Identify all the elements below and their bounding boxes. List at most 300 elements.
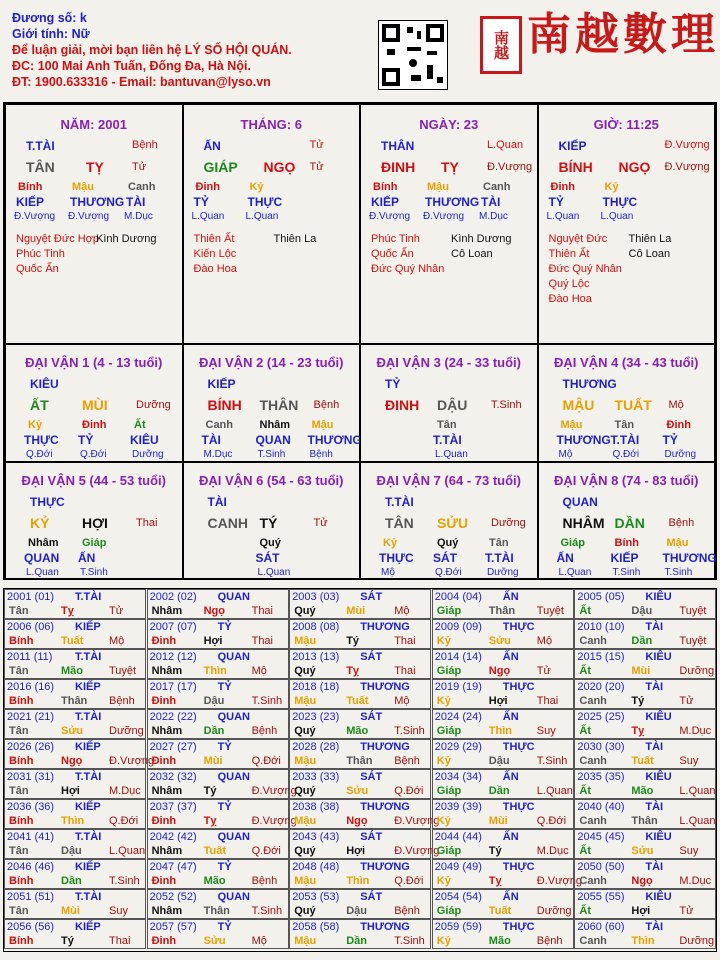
year-than: THỰC — [502, 621, 535, 633]
dai-van-than: KIẾP — [207, 377, 236, 391]
pillar-can: TÂN — [26, 159, 55, 175]
year-than: KIẾP — [75, 621, 101, 633]
dai-van-title: ĐẠI VẬN 6 (54 - 63 tuổi) — [199, 473, 344, 488]
year-label: 2053 (53) — [292, 891, 340, 903]
hidden-than: TÀI — [126, 195, 146, 209]
dai-van-sinh: Thai — [136, 517, 158, 529]
dv-hidden-vong: Q.Đới — [80, 449, 107, 460]
year-cell — [147, 919, 289, 949]
year-than: QUAN — [217, 891, 250, 903]
year-than: THỰC — [502, 681, 535, 693]
year-than: THỰC — [502, 921, 535, 933]
year-label: 2057 (57) — [149, 921, 197, 933]
dv-hidden-than: THƯƠNG — [307, 433, 362, 447]
year-than: SÁT — [360, 891, 383, 903]
contact-line-2: ĐC: 100 Mai Anh Tuấn, Đống Đa, Hà Nội. — [12, 59, 251, 73]
year-cell — [4, 679, 146, 709]
dv-hidden-vong: Dưỡng — [487, 567, 519, 578]
year-can: Tân — [9, 785, 29, 797]
dv-hidden-than: THƯƠNG — [556, 433, 611, 447]
year-cell — [147, 799, 297, 829]
year-cell — [4, 589, 146, 619]
year-chi: Dậu — [61, 845, 82, 857]
year-cell — [289, 859, 431, 889]
year-than: TÀI — [645, 681, 664, 693]
year-than: TÀI — [645, 801, 664, 813]
year-vong: Q.Đới — [251, 845, 281, 857]
than-sat: Quốc Ấn — [371, 248, 414, 260]
year-cell — [574, 649, 716, 679]
year-can: Bính — [9, 695, 34, 707]
year-than: ẤN — [502, 651, 519, 663]
year-than: THƯƠNG — [360, 741, 410, 753]
year-chi: Ngọ — [488, 665, 511, 677]
year-can: Bính — [9, 755, 34, 767]
hidden-vong: Đ.Vượng — [68, 211, 110, 222]
qr-code-icon — [378, 20, 448, 90]
year-can: Kỷ — [436, 635, 451, 647]
hidden-vong: L.Quan — [546, 211, 580, 222]
year-than: KIẾP — [75, 741, 101, 753]
year-cell — [4, 859, 146, 889]
year-vong: Tuyệt — [536, 605, 564, 617]
year-label: 2004 (04) — [434, 591, 482, 603]
year-can: Bính — [9, 875, 34, 887]
year-chi: Mão — [631, 785, 654, 797]
year-vong: T.Sinh — [251, 695, 283, 707]
year-label: 2050 (50) — [577, 861, 625, 873]
dv-hidden-can: Kỷ — [383, 537, 398, 549]
year-than: THƯƠNG — [360, 681, 410, 693]
year-label: 2028 (28) — [292, 741, 340, 753]
contact-line-3: ĐT: 1900.633316 - Email: bantuvan@lyso.vn — [12, 75, 271, 89]
chart-grid — [3, 102, 717, 580]
year-label: 2045 (45) — [577, 831, 625, 843]
dv-hidden-can: Tân — [614, 419, 635, 431]
year-chi: Mão — [488, 935, 511, 947]
dv-hidden-can: Quý — [259, 537, 281, 549]
year-label: 2052 (52) — [149, 891, 197, 903]
year-chi: Sửu — [61, 725, 84, 737]
year-label: 2032 (32) — [149, 771, 197, 783]
year-label: 2033 (33) — [292, 771, 340, 783]
year-chi: Tỵ — [631, 725, 645, 737]
hidden-vong: Đ.Vượng — [423, 211, 465, 222]
year-than: THỰC — [502, 801, 535, 813]
year-cell — [147, 679, 289, 709]
year-can: Giáp — [436, 665, 462, 677]
year-than: SÁT — [360, 831, 383, 843]
year-can: Đinh — [151, 635, 177, 647]
year-chi: Tý — [488, 845, 502, 857]
year-label: 2054 (54) — [434, 891, 482, 903]
year-cell — [147, 709, 289, 739]
year-label: 2023 (23) — [292, 711, 340, 723]
year-can: Đinh — [151, 815, 177, 827]
dv-hidden-can: Giáp — [82, 537, 107, 549]
year-vong: Suy — [109, 905, 128, 917]
than-sat: Quốc Ấn — [16, 263, 59, 275]
year-vong: Dưỡng — [679, 665, 715, 677]
year-than: THƯƠNG — [360, 621, 410, 633]
year-vong: Tuyệt — [109, 665, 137, 677]
year-vong: Tử — [679, 905, 694, 917]
than-sat: Nguyệt Đức Hợp — [16, 233, 100, 245]
than-sat: Đào Hoa — [193, 263, 237, 275]
year-than: TỶ — [217, 801, 232, 813]
year-vong: Tuyệt — [679, 635, 707, 647]
year-label: 2056 (56) — [7, 921, 55, 933]
dai-van-cell — [5, 462, 183, 580]
dv-hidden-can: Ất — [134, 419, 146, 431]
hidden-than: TỶ — [193, 195, 209, 209]
dv-hidden-vong: Mộ — [558, 449, 573, 460]
year-cell — [432, 859, 582, 889]
year-cell — [289, 619, 431, 649]
year-than: QUAN — [217, 711, 250, 723]
dv-hidden-than: TỶ — [662, 433, 678, 447]
year-label: 2042 (42) — [149, 831, 197, 843]
year-label: 2024 (24) — [434, 711, 482, 723]
dai-van-sinh: Mộ — [668, 399, 684, 411]
year-chi: Dần — [346, 935, 367, 947]
dai-van-sinh: Dưỡng — [491, 517, 526, 529]
year-label: 2021 (21) — [7, 711, 55, 723]
year-label: 2006 (06) — [7, 621, 55, 633]
year-than: ẤN — [502, 831, 519, 843]
year-label: 2019 (19) — [434, 681, 482, 693]
year-can: Canh — [579, 815, 607, 827]
dai-van-title: ĐẠI VẬN 8 (74 - 83 tuổi) — [554, 473, 699, 488]
pillar-than-top: THÂN — [381, 139, 415, 153]
dv-hidden-can: Tân — [489, 537, 509, 549]
year-label: 2038 (38) — [292, 801, 340, 813]
dai-van-than: THƯƠNG — [562, 377, 617, 391]
than-sat: Kiến Lộc — [193, 248, 237, 260]
year-cell — [574, 589, 716, 619]
year-than: TÀI — [645, 861, 664, 873]
dv-hidden-vong: L.Quan — [257, 567, 291, 578]
year-than: TỶ — [217, 681, 232, 693]
year-label: 2022 (22) — [149, 711, 197, 723]
pillar-sinh: Đ.Vượng — [664, 161, 710, 173]
year-vong: Mộ — [394, 605, 410, 617]
hidden-can: Kỷ — [249, 181, 264, 193]
year-chi: Dậu — [631, 605, 653, 617]
year-vong: Đ.Vượng — [109, 755, 155, 767]
year-cell — [289, 919, 431, 949]
year-chi: Mùi — [203, 755, 223, 767]
dv-hidden-vong: Dưỡng — [132, 449, 164, 460]
year-vong: M.Dục — [109, 785, 141, 797]
year-label: 2035 (35) — [577, 771, 625, 783]
year-can: Quý — [294, 665, 316, 677]
than-sat-2: Cô Loan — [451, 248, 493, 260]
year-cell — [4, 649, 146, 679]
dv-hidden-can: Mậu — [560, 419, 583, 431]
hidden-can: Kỷ — [604, 181, 619, 193]
year-cell — [147, 889, 289, 919]
dv-hidden-than: QUAN — [24, 551, 60, 565]
year-vong: L.Quan — [109, 845, 146, 857]
year-cell — [4, 919, 146, 949]
year-cell — [289, 739, 431, 769]
year-than: THƯƠNG — [360, 861, 410, 873]
year-can: Canh — [579, 755, 607, 767]
year-can: Ất — [579, 905, 591, 917]
year-than: TỶ — [217, 921, 232, 933]
year-cell — [289, 589, 431, 619]
year-chi: Mão — [346, 725, 369, 737]
dai-van-title: ĐẠI VẬN 2 (14 - 23 tuổi) — [199, 355, 344, 370]
year-label: 2049 (49) — [434, 861, 482, 873]
year-chi: Thân — [61, 695, 88, 707]
dv-hidden-can: Tân — [437, 419, 457, 431]
year-cell — [4, 799, 146, 829]
year-cell — [4, 739, 155, 769]
year-than: KIẾP — [75, 921, 101, 933]
dai-van-than: TÀI — [207, 495, 227, 509]
year-can: Bính — [9, 635, 34, 647]
year-chi: Tỵ — [488, 875, 502, 887]
year-chi: Dần — [61, 875, 82, 887]
year-chi: Dậu — [203, 695, 225, 707]
hidden-vong: L.Quan — [191, 211, 225, 222]
hidden-than: THỰC — [247, 195, 283, 209]
year-chi: Tý — [61, 935, 74, 947]
year-vong: Suy — [679, 755, 699, 767]
year-can: Canh — [579, 875, 607, 887]
pillar-title: NGÀY: 23 — [419, 117, 479, 132]
dv-hidden-vong: Q.Đới — [435, 567, 462, 578]
year-can: Canh — [579, 635, 607, 647]
year-than: THƯƠNG — [360, 921, 410, 933]
year-cell — [574, 829, 716, 859]
year-cell — [574, 619, 716, 649]
year-chi: Hợi — [203, 635, 223, 647]
year-than: KIẾP — [75, 861, 101, 873]
hidden-can: Mậu — [427, 181, 449, 193]
year-vong: Mộ — [109, 635, 125, 647]
year-can: Bính — [9, 935, 34, 947]
dv-hidden-vong: T.Sinh — [612, 567, 641, 578]
hidden-can: Canh — [128, 181, 156, 193]
dv-hidden-than: T.TÀI — [485, 551, 514, 565]
year-cell — [147, 649, 289, 679]
year-than: TỶ — [217, 861, 232, 873]
year-label: 2003 (03) — [292, 591, 340, 603]
than-sat: Phúc Tinh — [371, 233, 420, 245]
year-label: 2040 (40) — [577, 801, 625, 813]
year-chi: Mùi — [488, 815, 508, 827]
year-chi: Ngọ — [631, 875, 653, 887]
pillar-can: GIÁP — [203, 159, 238, 175]
year-chi: Tỵ — [203, 815, 217, 827]
pillar-sinh: Tử — [309, 161, 324, 173]
year-than: TÀI — [645, 921, 664, 933]
year-chi: Ngọ — [61, 755, 83, 767]
than-sat-2: Kình Dương — [96, 233, 157, 245]
year-cell — [289, 769, 431, 799]
pillar-title: THÁNG: 6 — [240, 117, 302, 132]
year-label: 2017 (17) — [149, 681, 197, 693]
year-cell — [147, 859, 289, 889]
header — [12, 10, 292, 90]
year-than: ẤN — [502, 711, 519, 723]
hidden-than: THƯƠNG — [425, 195, 480, 209]
year-than: QUAN — [217, 831, 250, 843]
year-cell — [4, 619, 146, 649]
year-cell — [574, 679, 716, 709]
dai-van-sinh: Tử — [313, 517, 328, 529]
year-vong: T.Sinh — [394, 935, 425, 947]
year-chi: Thìn — [488, 725, 513, 737]
year-vong: Dưỡng — [536, 905, 572, 917]
year-label: 2020 (20) — [577, 681, 625, 693]
year-can: Mậu — [294, 635, 317, 647]
year-can: Ất — [579, 665, 591, 677]
year-label: 2026 (26) — [7, 741, 55, 753]
hidden-than: THỰC — [602, 195, 638, 209]
year-chi: Tuất — [346, 695, 369, 707]
year-chi: Thìn — [61, 815, 85, 827]
pillar-sinh-top: Đ.Vượng — [664, 139, 710, 151]
year-label: 2034 (34) — [434, 771, 482, 783]
year-chi: Mùi — [61, 905, 80, 917]
dai-van-can: CANH — [207, 515, 248, 531]
dai-van-than: KIÊU — [30, 377, 59, 391]
year-cell — [147, 619, 289, 649]
year-can: Giáp — [436, 785, 462, 797]
hidden-than: KIẾP — [371, 195, 400, 209]
dai-van-can: KỶ — [30, 515, 50, 531]
dai-van-cell — [538, 462, 716, 580]
hidden-vong: M.Dục — [479, 211, 508, 222]
pillar-chi: NGỌ — [618, 159, 651, 175]
year-than: T.TÀI — [75, 711, 102, 723]
year-can: Đinh — [151, 875, 177, 887]
dv-hidden-than: ẤN — [556, 551, 574, 565]
dv-hidden-vong: Q.Đới — [26, 449, 53, 460]
dv-hidden-vong: Q.Đới — [612, 449, 640, 460]
year-cell — [574, 889, 716, 919]
dai-van-sinh: Bệnh — [313, 399, 340, 411]
year-can: Nhâm — [151, 785, 183, 797]
year-cell — [574, 919, 716, 949]
dai-van-chi: THÂN — [259, 397, 299, 413]
year-can: Nhâm — [151, 665, 183, 677]
dv-hidden-can: Kỷ — [28, 419, 43, 431]
dv-hidden-can: Quý — [437, 537, 459, 549]
year-label: 2008 (08) — [292, 621, 340, 633]
year-cell — [147, 829, 289, 859]
dv-hidden-can: Mậu — [666, 537, 689, 549]
year-vong: Thai — [109, 935, 131, 947]
year-than: KIẾP — [75, 681, 101, 693]
dv-hidden-can: Nhâm — [259, 419, 291, 431]
year-vong: Mộ — [536, 635, 553, 647]
year-cell — [574, 799, 716, 829]
pillar-cell — [5, 104, 183, 344]
pillar-sinh-top: Bệnh — [132, 139, 158, 151]
year-chi: Ngọ — [203, 605, 225, 617]
year-chi: Hợi — [488, 695, 508, 707]
hidden-can: Mậu — [72, 181, 94, 193]
year-vong: M.Dục — [679, 875, 712, 887]
hidden-than: THƯƠNG — [70, 195, 125, 209]
year-cell — [147, 739, 289, 769]
dai-van-title: ĐẠI VẬN 4 (34 - 43 tuổi) — [554, 355, 699, 370]
year-label: 2039 (39) — [434, 801, 482, 813]
year-vong: Tử — [109, 605, 124, 617]
year-chi: Sửu — [488, 635, 511, 647]
year-chi: Hợi — [346, 845, 366, 857]
dai-van-sinh: T.Sinh — [491, 399, 522, 411]
dai-van-can: ẤT — [30, 397, 49, 413]
year-vong: Q.Đới — [394, 875, 424, 887]
dv-hidden-vong: L.Quan — [26, 567, 59, 578]
year-cell — [574, 859, 716, 889]
year-label: 2001 (01) — [7, 591, 55, 603]
year-chi: Tý — [203, 785, 217, 797]
year-vong: Đ.Vượng — [394, 815, 440, 827]
pillar-than-top: T.TÀI — [26, 139, 55, 153]
year-label: 2011 (11) — [7, 651, 53, 663]
year-vong: Thai — [394, 665, 416, 677]
year-than: T.TÀI — [75, 891, 102, 903]
year-chi: Thìn — [203, 665, 227, 677]
pillar-can: BÍNH — [558, 159, 593, 175]
year-chi: Tỵ — [346, 665, 360, 677]
year-can: Giáp — [436, 905, 462, 917]
year-than: THỰC — [502, 741, 535, 753]
year-can: Mậu — [294, 695, 317, 707]
than-sat: Phúc Tinh — [16, 248, 65, 260]
year-than: ẤN — [502, 891, 519, 903]
dv-hidden-than: TÀI — [201, 433, 221, 447]
year-can: Kỷ — [436, 815, 451, 827]
year-vong: Thai — [251, 635, 273, 647]
dai-van-can: BÍNH — [207, 397, 242, 413]
year-vong: Mộ — [251, 935, 267, 947]
year-chi: Thìn — [631, 935, 655, 947]
year-than: T.TÀI — [75, 651, 102, 663]
pillar-chi: NGỌ — [263, 159, 296, 175]
year-chi: Sửu — [346, 785, 369, 797]
pillar-can: ĐINH — [381, 159, 416, 175]
than-sat-2: Thiên La — [628, 233, 672, 245]
year-can: Đinh — [151, 755, 177, 767]
year-label: 2002 (02) — [149, 591, 197, 603]
year-cell — [432, 799, 574, 829]
contact-line-1: Để luận giải, mời bạn liên hệ LÝ SỐ HỘI QUÁN. — [12, 43, 292, 57]
dai-van-can: NHÂM — [562, 515, 605, 531]
year-chi: Mùi — [631, 665, 651, 677]
year-vong: M.Dục — [679, 725, 712, 737]
dv-hidden-vong: L.Quan — [435, 449, 468, 460]
than-sat-2: Kình Dương — [451, 233, 512, 245]
year-can: Tân — [9, 845, 29, 857]
year-label: 2016 (16) — [7, 681, 55, 693]
dv-hidden-vong: T.Sinh — [664, 567, 693, 578]
year-cell — [289, 679, 431, 709]
dv-hidden-than: KIÊU — [130, 433, 159, 447]
year-vong: Tử — [536, 665, 551, 677]
year-cell — [4, 769, 146, 799]
year-cell — [289, 709, 431, 739]
year-than: T.TÀI — [75, 591, 102, 603]
year-label: 2009 (09) — [434, 621, 482, 633]
